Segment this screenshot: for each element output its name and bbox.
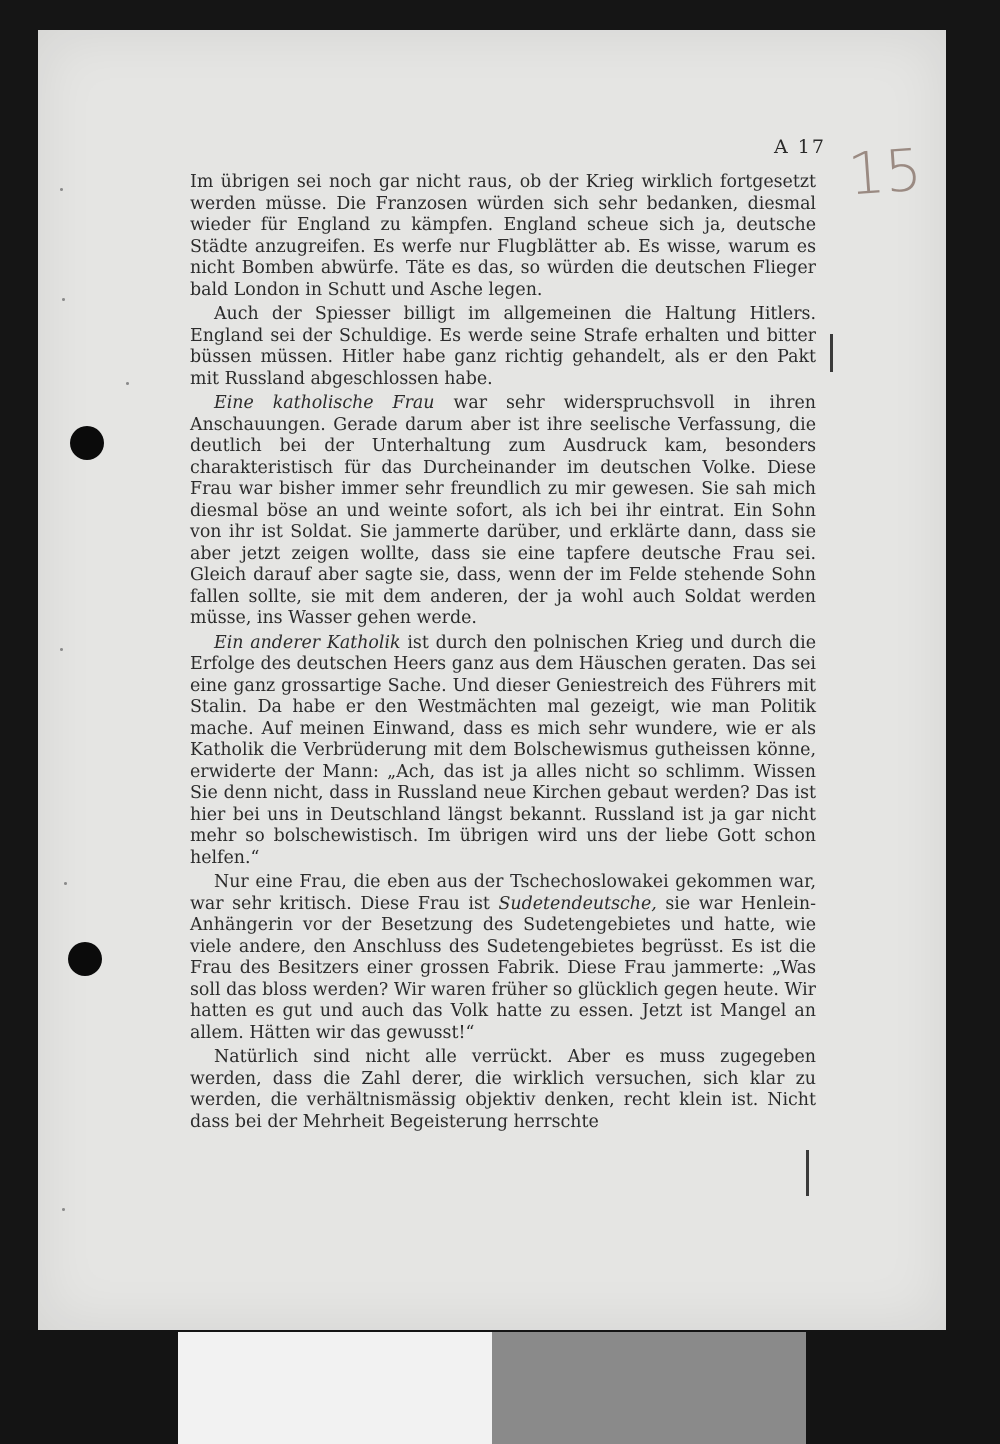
- paragraph-lead: Ein anderer Katholik: [214, 632, 401, 653]
- margin-dot: [64, 882, 67, 885]
- calibration-card-gray: [492, 1332, 806, 1444]
- calibration-card-white: [178, 1332, 492, 1444]
- paragraph-text: sie war Henlein-Anhängerin vor der Besetzung des Sudetengebietes und hatte, wie viele andere, den Anschluss des Sudetengebietes begrüsst. Es ist die Frau des Besitzers einer grossen Fabrik. Diese Frau jammerte: „Was soll das bloss werden? Wir waren früher so glücklich gegen heute. Wir hatten es gut und auch das Volk hatte zu essen. Jetzt ist Mangel an allem. Hätten wir das gewusst!“: [190, 893, 816, 1043]
- paragraph-text: Im übrigen sei noch gar nicht raus, ob der Krieg wirklich fortgesetzt werden müsse. Die Franzosen würden sich sehr bedanken, diesmal wieder für England zu kämpfen. England scheue sich ja, deutsche Städte anzugreifen. Es werfe nur Flugblätter ab. Es wisse, warum es nicht Bomben abwürfe. Täte es das, so würden die deutschen Flieger bald London in Schutt und Asche legen.: [190, 172, 816, 300]
- margin-mark-lower: [806, 1150, 809, 1196]
- margin-dot: [60, 188, 63, 191]
- punch-hole-bottom: [68, 942, 102, 976]
- handwritten-page-number: 15: [845, 135, 925, 209]
- paragraph-text: Nur eine Frau, die eben aus der Tschechoslowakei gekommen war, war sehr kritisch. Diese Frau ist: [190, 872, 816, 914]
- paragraph: [190, 393, 816, 630]
- margin-dot: [62, 1208, 65, 1211]
- paragraph: [190, 1047, 816, 1133]
- paragraph-lead: Eine katholische Frau: [214, 393, 435, 413]
- emphasized-term: Sudetendeutsche,: [498, 893, 657, 914]
- paragraph: [190, 872, 816, 1044]
- paragraph: [190, 633, 816, 870]
- paragraph-text: Auch der Spiesser billigt im allgemeinen die Haltung Hitlers. England sei der Schuldige. Es werde seine Strafe erhalten und bitter büssen müssen. Hitler habe ganz richtig gehandelt, als er den Pakt mit Russland abgeschlossen habe.: [190, 304, 816, 389]
- margin-dot: [126, 382, 129, 385]
- paragraph-text: Natürlich sind nicht alle verrückt. Aber es muss zugegeben werden, dass die Zahl derer, die wirklich versuchen, sich klar zu werden, die verhältnismässig objektiv denken, recht klein ist. Nicht dass bei der Mehrheit Begeisterung herrschte: [190, 1047, 816, 1132]
- paragraph: [190, 172, 816, 301]
- margin-mark-upper: [830, 334, 833, 372]
- page-identifier: A 17: [774, 136, 826, 158]
- margin-dot: [60, 648, 63, 651]
- paragraph: [190, 304, 816, 390]
- paragraph-text: ist durch den polnischen Krieg und durch die Erfolge des deutschen Heers ganz aus dem Häuschen geraten. Das sei eine ganz grossartige Sache. Und dieser Geniestreich des Führers mit Stalin. Da habe er den Westmächten mal gezeigt, wie man Politik mache. Auf meinen Einwand, dass es mich sehr wundere, wie er als Katholik die Verbrüderung mit dem Bolschewismus gutheissen könne, erwiderte der Mann: „Ach, das ist ja alles nicht so schlimm. Wissen Sie denn nicht, dass in Russland neue Kirchen gebaut werden? Das ist hier bei uns in Deutschland längst bekannt. Russland ist ja gar nicht mehr so bolschewistisch. Im übrigen wird uns der liebe Gott schon helfen.“: [190, 632, 817, 868]
- paragraph-text: war sehr widerspruchsvoll in ihren Anschauungen. Gerade darum aber ist ihre seelische Verfassung, die deutlich bei der Unterhaltung zum Ausdruck kam, besonders charakteristisch für das Durcheinander im deutschen Volke. Diese Frau war bisher immer sehr freundlich zu mir gewesen. Sie sah mich diesmal böse an und weinte sofort, als ich bei ihr eintrat. Ein Sohn von ihr ist Soldat. Sie jammerte darüber, und erklärte dann, dass sie aber jetzt zeigen wollte, dass sie eine tapfere deutsche Frau sei. Gleich darauf aber sagte sie, dass, wenn der im Felde stehende Sohn fallen sollte, sie mit dem anderen, der ja wohl auch Soldat werden müsse, ins Wasser gehen werde.: [190, 393, 816, 628]
- punch-hole-top: [70, 426, 104, 460]
- margin-dot: [62, 298, 65, 301]
- document-body: [190, 172, 816, 1136]
